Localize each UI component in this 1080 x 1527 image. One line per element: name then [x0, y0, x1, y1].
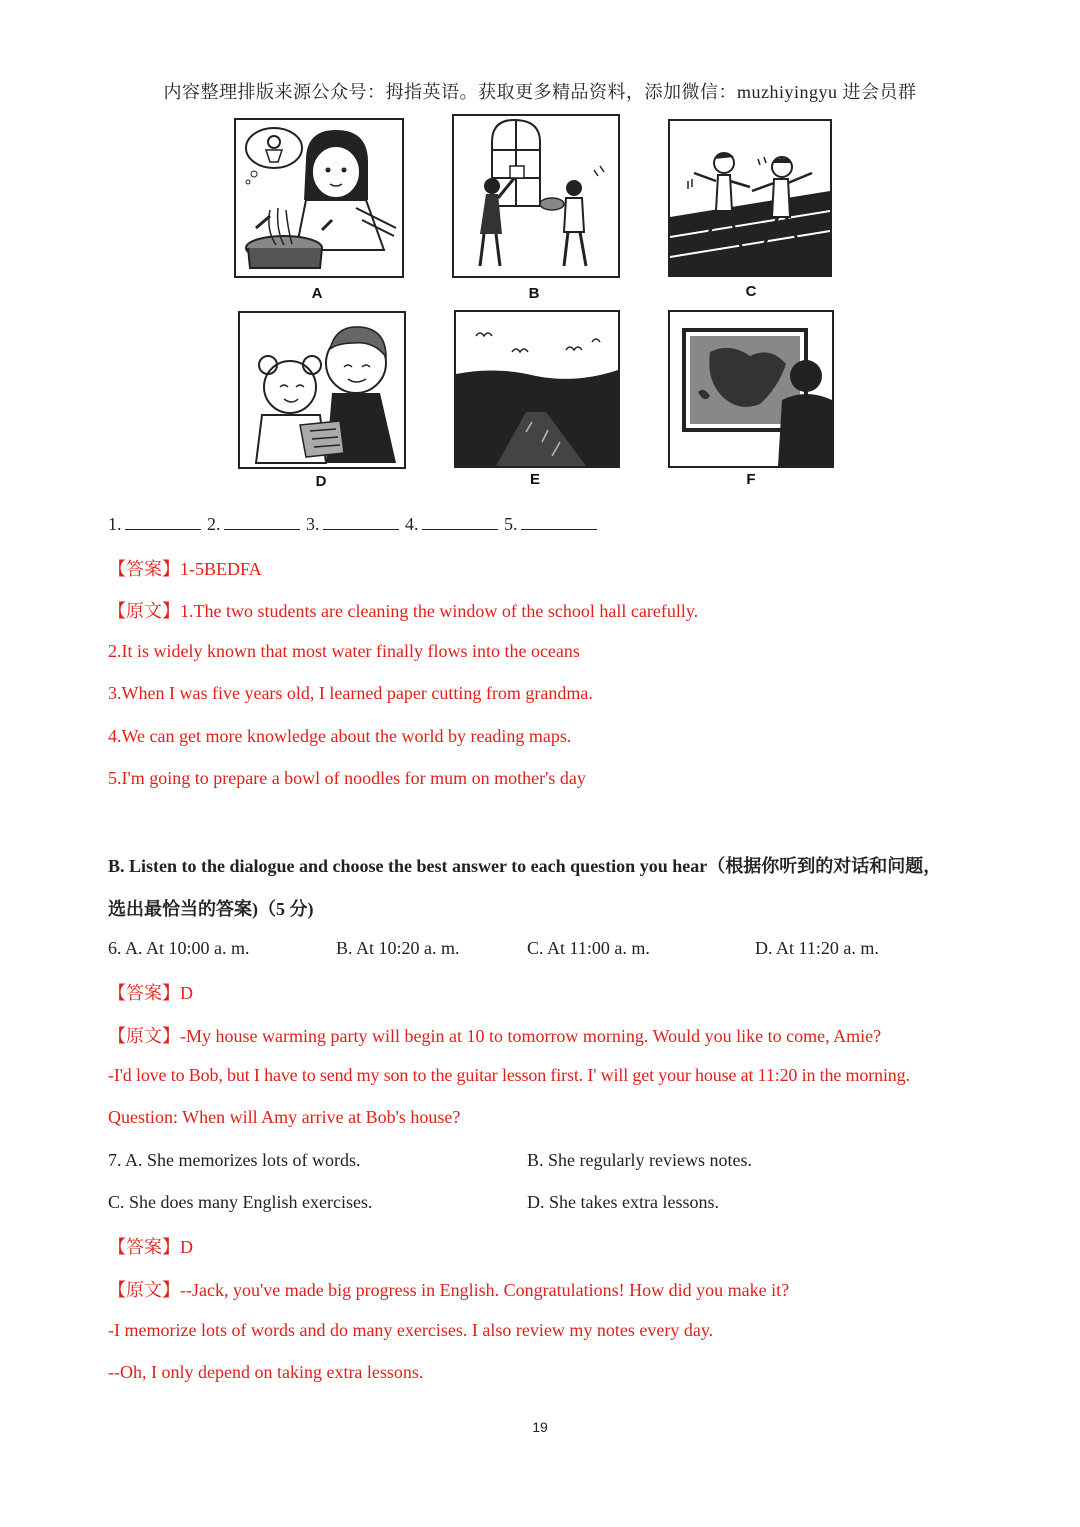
answer-tag: 【答案】	[108, 1237, 180, 1257]
picture-a	[234, 118, 404, 278]
picture-label-f: F	[746, 471, 756, 488]
picture-d	[238, 311, 406, 469]
blank-label-3: 3.	[306, 514, 320, 534]
blank-label-1: 1.	[108, 514, 122, 534]
blank-2[interactable]	[224, 513, 300, 530]
picture-label-b: B	[528, 285, 540, 302]
q6-script-2: -I'd love to Bob, but I have to send my son to the guitar lesson first. I' will get your house at 11:20 in the morning.	[108, 1065, 910, 1085]
answer-tag: 【答案】	[108, 983, 180, 1003]
q7-script-3: --Oh, I only depend on taking extra lessons.	[108, 1362, 424, 1382]
answer-text: 1-5BEDFA	[180, 559, 262, 579]
script-tag: 【原文】	[108, 601, 180, 621]
script-tag: 【原文】	[108, 1026, 180, 1046]
q6-answer	[108, 979, 193, 1005]
answer-text: D	[180, 1237, 193, 1257]
q6-option-d: D. At 11:20 a. m.	[755, 938, 879, 958]
answer-blanks	[108, 513, 599, 535]
picture-b	[452, 114, 620, 278]
blank-1[interactable]	[125, 513, 201, 530]
q6-option-a: 6. A. At 10:00 a. m.	[108, 938, 250, 958]
picture-c	[668, 119, 832, 277]
q7-answer	[108, 1233, 193, 1259]
q7-script-1	[108, 1276, 789, 1302]
q6-script-1	[108, 1022, 881, 1048]
script-text: 1.The two students are cleaning the window of the school hall carefully.	[180, 601, 699, 621]
reading-map-image	[670, 312, 832, 466]
part-a-script-4: 4.We can get more knowledge about the world by reading maps.	[108, 726, 572, 746]
river-to-ocean-image	[456, 312, 618, 466]
picture-label-a: A	[311, 285, 323, 302]
picture-e	[454, 310, 620, 468]
picture-label-c: C	[745, 283, 757, 300]
blank-5[interactable]	[521, 513, 597, 530]
q7-script-2: -I memorize lots of words and do many exercises. I also review my notes every day.	[108, 1320, 714, 1340]
part-b-title-line-2: 选出最恰当的答案)（5 分)	[108, 899, 314, 919]
part-a-script-1	[108, 597, 698, 623]
blank-label-5: 5.	[504, 514, 518, 534]
girl-cooking-noodles-image	[236, 120, 402, 276]
q6-script-3: Question: When will Amy arrive at Bob's house?	[108, 1107, 461, 1127]
picture-label-d: D	[315, 473, 327, 490]
part-b-title-line-1: B. Listen to the dialogue and choose the best answer to each question you hear（根据你听到的对话和问题，	[108, 856, 942, 876]
q6-option-c: C. At 11:00 a. m.	[527, 938, 650, 958]
q7-option-b: B. She regularly reviews notes.	[527, 1150, 752, 1170]
part-a-script-2: 2.It is widely known that most water finally flows into the oceans	[108, 641, 580, 661]
blank-label-4: 4.	[405, 514, 419, 534]
page-number: 19	[532, 1419, 548, 1435]
picture-f	[668, 310, 834, 468]
picture-label-e: E	[529, 471, 540, 488]
people-running-image	[670, 121, 830, 275]
q6-option-b: B. At 10:20 a. m.	[336, 938, 460, 958]
part-a-script-3: 3.When I was five years old, I learned paper cutting from grandma.	[108, 683, 593, 703]
page-header: 内容整理排版来源公众号：拇指英语。获取更多精品资料，添加微信：muzhiyingyu 进会员群	[163, 82, 917, 102]
q7-option-c: C. She does many English exercises.	[108, 1192, 373, 1212]
answer-text: D	[180, 983, 193, 1003]
q7-option-a: 7. A. She memorizes lots of words.	[108, 1150, 361, 1170]
part-a-script-5: 5.I'm going to prepare a bowl of noodles for mum on mother's day	[108, 768, 586, 788]
answer-tag: 【答案】	[108, 559, 180, 579]
script-text: --Jack, you've made big progress in English. Congratulations! How did you make it?	[180, 1280, 790, 1300]
q7-option-d: D. She takes extra lessons.	[527, 1192, 719, 1212]
students-cleaning-window-image	[454, 116, 618, 276]
blank-4[interactable]	[422, 513, 498, 530]
blank-label-2: 2.	[207, 514, 221, 534]
paper-cutting-with-grandma-image	[240, 313, 404, 467]
blank-3[interactable]	[323, 513, 399, 530]
part-a-answer	[108, 555, 262, 581]
script-tag: 【原文】	[108, 1280, 180, 1300]
script-text: -My house warming party will begin at 10 to tomorrow morning. Would you like to come, Amie?	[180, 1026, 882, 1046]
